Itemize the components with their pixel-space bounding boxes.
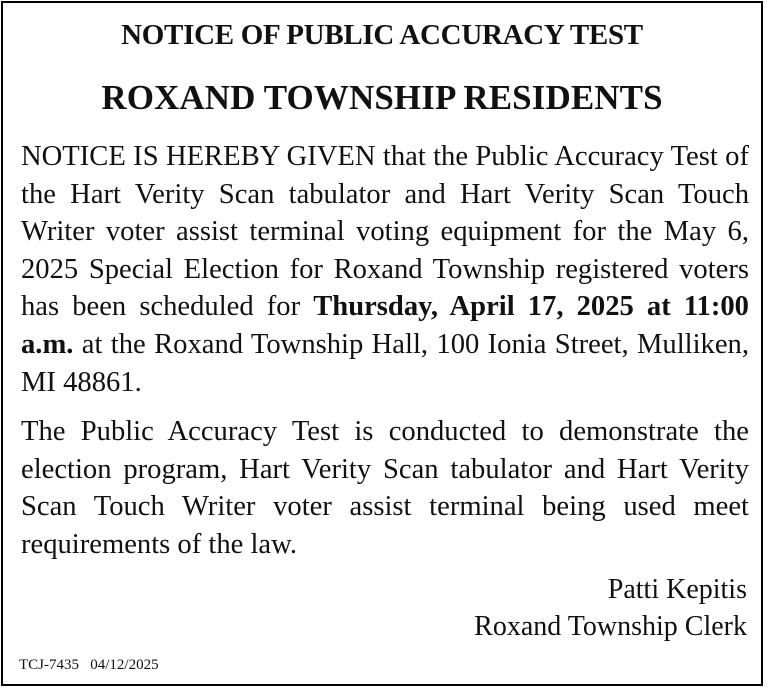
clerk-name: Patti Kepitis xyxy=(607,574,747,605)
reference-line xyxy=(19,657,159,674)
test-location: at the Roxand Township Hall, 100 Ionia Street, Mulliken, MI 48861. xyxy=(21,328,749,398)
reference-date: 04/12/2025 xyxy=(90,657,159,673)
notice-paragraph-1 xyxy=(21,138,749,401)
public-notice xyxy=(1,1,763,686)
notice-lead-text: NOTICE IS HEREBY GIVEN that the Public Accuracy Test of the Hart Verity Scan tabulator and Hart Verity Scan Touch Writer voter assist terminal voting equipment for the May 6, 2025 Special Election for Roxand Township registered voters has been scheduled for xyxy=(21,141,749,323)
clerk-title: Roxand Township Clerk xyxy=(474,611,747,642)
notice-paragraph-2: The Public Accuracy Test is conducted to demonstrate the election program, Hart Verity Scan tabulator and Hart Verity Scan Touch Writer voter assist terminal being used meet requirements of the law. xyxy=(21,416,749,560)
signature-block xyxy=(474,571,747,645)
notice-title: NOTICE OF PUBLIC ACCURACY TEST xyxy=(121,19,643,51)
test-date-time: Thursday, April 17, 2025 at 11:00 a.m. xyxy=(21,291,749,360)
reference-code: TCJ-7435 xyxy=(19,657,79,673)
notice-subtitle: ROXAND TOWNSHIP RESIDENTS xyxy=(101,78,663,117)
